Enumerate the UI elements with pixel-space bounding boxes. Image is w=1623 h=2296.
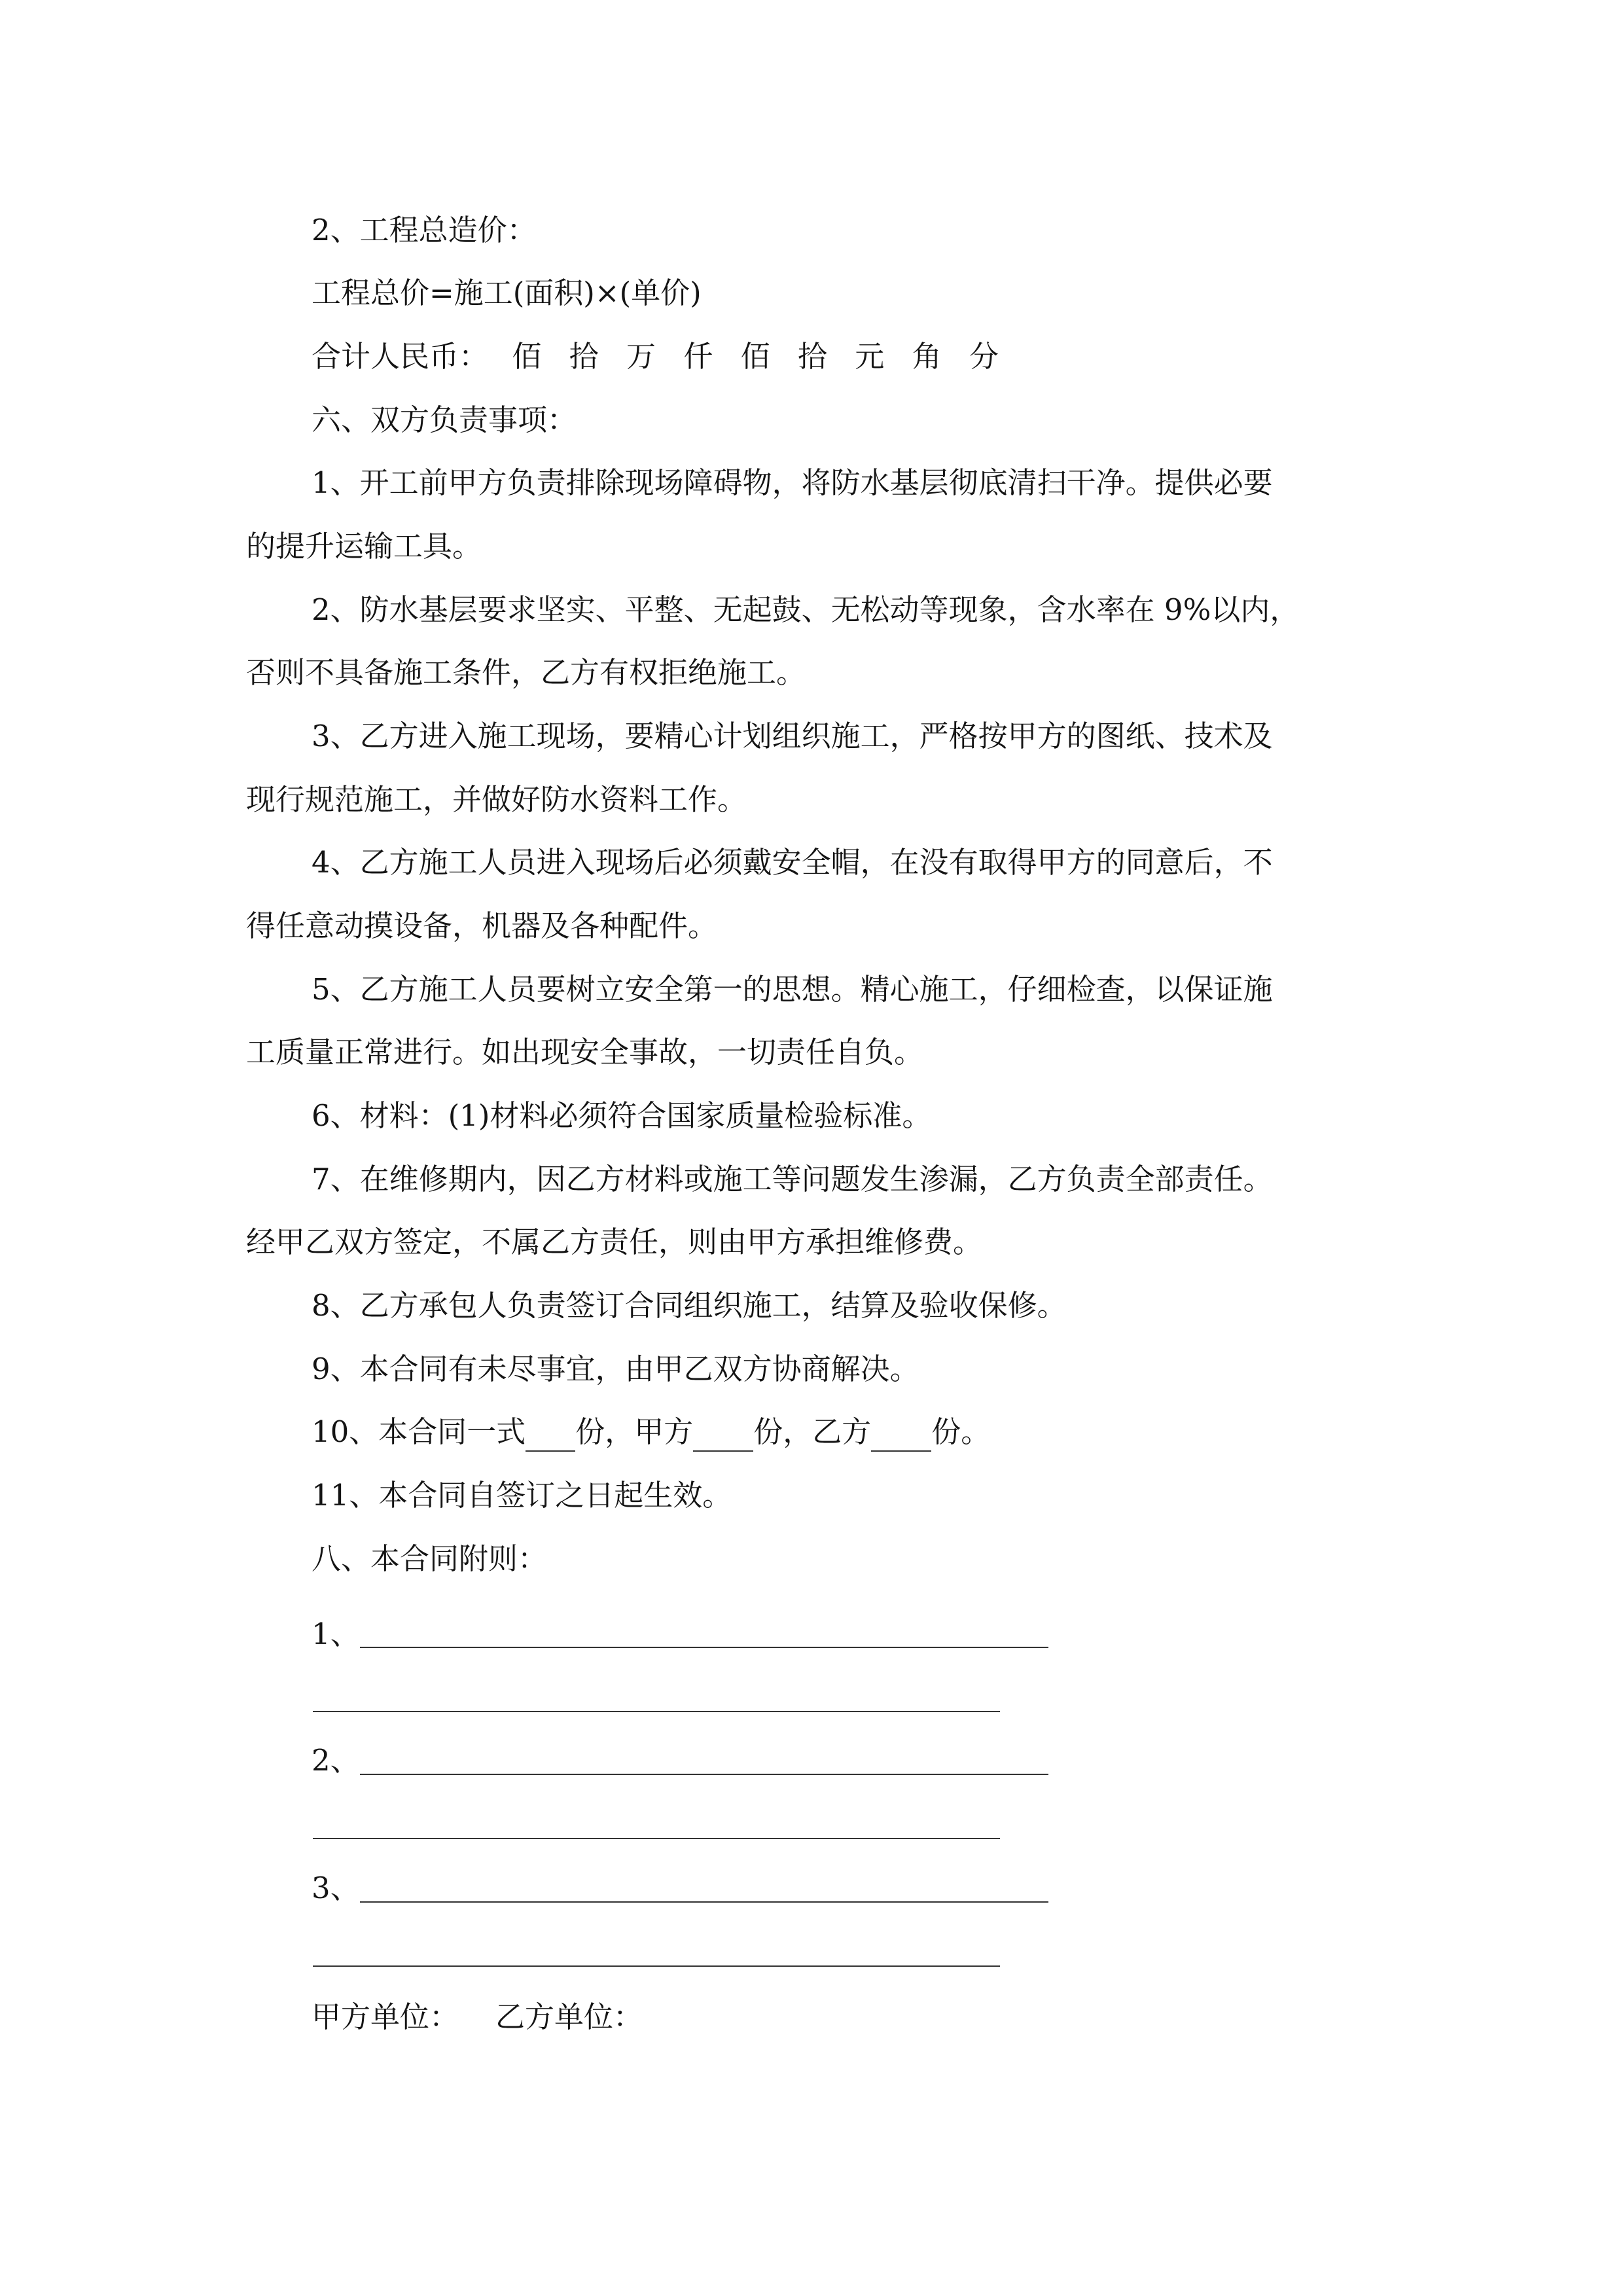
duty-item-7-line1: 7、在维修期内，因乙方材料或施工等问题发生渗漏，乙方负责全部责任。 — [312, 1162, 1273, 1196]
appendix-2-blank-line2 — [313, 1838, 1000, 1839]
duty-item-3-line1: 3、乙方进入施工现场，要精心计划组织施工，严格按甲方的图纸、技术及 — [312, 719, 1273, 753]
unit-yuan: 元 — [855, 339, 885, 374]
duty-item-2-line2: 否则不具备施工条件，乙方有权拒绝施工。 — [246, 655, 806, 690]
party-a-unit-label: 甲方单位： — [312, 2000, 459, 2034]
duty-item-4-line2: 得任意动摸设备，机器及各种配件。 — [246, 908, 718, 943]
party-b-unit-label: 乙方单位： — [495, 2000, 643, 2034]
unit-bai-2: 佰 — [740, 339, 770, 374]
appendix-heading: 八、本合同附则： — [312, 1541, 548, 1576]
price-heading: 2、工程总造价： — [312, 213, 537, 247]
item10-part4: 份。 — [931, 1414, 991, 1449]
item10-part1: 10、本合同一式 — [312, 1414, 526, 1449]
duty-item-8: 8、乙方承包人负责签订合同组织施工，结算及验收保修。 — [312, 1288, 1067, 1323]
unit-shi-1: 拾 — [569, 339, 599, 374]
unit-jiao: 角 — [912, 339, 942, 374]
appendix-number-1: 1、 — [312, 1617, 360, 1651]
duty-item-2-line1: 2、防水基层要求坚实、平整、无起鼓、无松动等现象，含水率在 9%以内， — [312, 592, 1300, 627]
appendix-3-blank-line1 — [360, 1901, 1048, 1903]
duty-item-10 — [312, 1412, 990, 1452]
copies-party-b-blank — [871, 1422, 931, 1452]
appendix-1-blank-line1 — [360, 1647, 1048, 1648]
total-label: 合计人民币： — [312, 339, 489, 374]
duty-item-9: 9、本合同有未尽事宜，由甲乙双方协商解决。 — [312, 1352, 919, 1386]
price-formula: 工程总价=施工(面积)×(单价) — [312, 276, 702, 310]
signature-line — [312, 1998, 643, 2037]
duties-heading: 六、双方负责事项： — [312, 403, 577, 437]
appendix-number-3: 3、 — [312, 1871, 360, 1905]
copies-total-blank — [526, 1422, 575, 1452]
unit-bai-1: 佰 — [512, 339, 542, 374]
appendix-1-blank-line2 — [313, 1711, 1000, 1712]
total-amount-line — [312, 337, 999, 376]
item10-part3: 份，乙方 — [753, 1414, 872, 1449]
unit-fen: 分 — [969, 339, 999, 374]
item10-part2: 份，甲方 — [575, 1414, 694, 1449]
appendix-2-blank-line1 — [360, 1774, 1048, 1775]
unit-shi-2: 拾 — [797, 339, 827, 374]
duty-item-6: 6、材料：(1)材料必须符合国家质量检验标准。 — [312, 1098, 932, 1133]
appendix-3-blank-line2 — [313, 1965, 1000, 1967]
unit-qian: 仟 — [683, 339, 713, 374]
unit-wan: 万 — [626, 339, 656, 374]
duty-item-1-line2: 的提升运输工具。 — [246, 529, 482, 564]
duty-item-7-line2: 经甲乙双方签定，不属乙方责任，则由甲方承担维修费。 — [246, 1225, 983, 1259]
duty-item-3-line2: 现行规范施工，并做好防水资料工作。 — [246, 782, 747, 817]
duty-item-11: 11、本合同自签订之日起生效。 — [312, 1478, 732, 1513]
duty-item-1-line1: 1、开工前甲方负责排除现场障碍物，将防水基层彻底清扫干净。提供必要 — [312, 465, 1273, 500]
copies-party-a-blank — [693, 1422, 753, 1452]
duty-item-5-line1: 5、乙方施工人员要树立安全第一的思想。精心施工，仔细检查，以保证施 — [312, 972, 1273, 1007]
appendix-number-2: 2、 — [312, 1743, 360, 1778]
duty-item-4-line1: 4、乙方施工人员进入现场后必须戴安全帽，在没有取得甲方的同意后，不 — [312, 845, 1273, 880]
duty-item-5-line2: 工质量正常进行。如出现安全事故，一切责任自负。 — [246, 1035, 924, 1069]
